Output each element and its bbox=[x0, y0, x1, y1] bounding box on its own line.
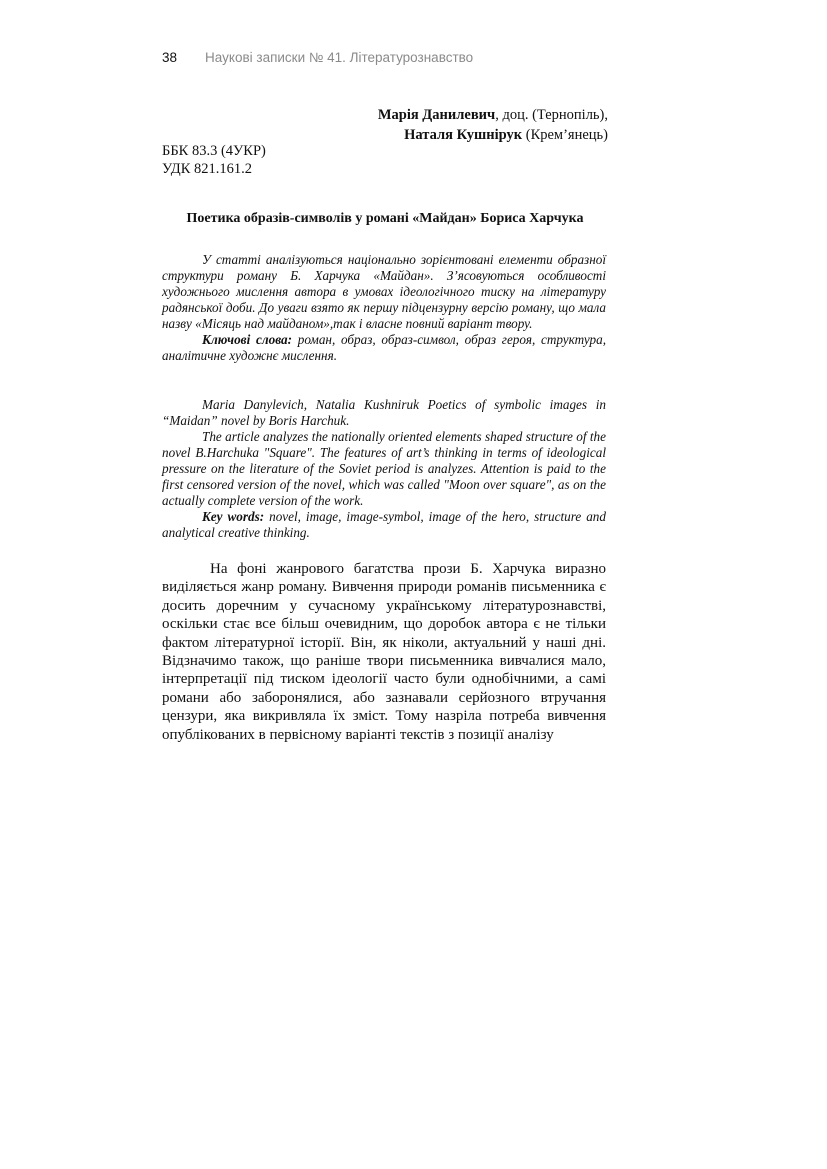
keywords-list: роман, образ, образ-символ, образ героя, структура, аналітичне художнє мислення. bbox=[162, 332, 606, 363]
abstract-ukrainian bbox=[162, 252, 606, 364]
page-number: 38 bbox=[162, 50, 178, 65]
keywords-line bbox=[162, 332, 606, 364]
author-name: Марія Данилевич bbox=[377, 107, 496, 123]
author-affiliation: , доц. (Тернопіль), bbox=[495, 107, 608, 123]
udk-code: УДК 821.161.2 bbox=[162, 161, 252, 177]
body-paragraph: На фоні жанрового багатства прози Б. Харчука виразно виділяється жанр роману. Вивчення природи романів письменника є досить доречним у сучасному українському літературознавстві, оскільки стає все більш очевидним, що доробок автора є не тільки фактом літературної історії. Він, як ніколи, актуальний у наші дні. Відзначимо також, що раніше твори письменника вивчалися мало, інтерпретації під тиском ідеології часто були однобічними, а самі романи або заборонялися, або зазнавали серйозного втручання цензури, яка викривляла їх зміст. Тому назріла потреба вивчення опублікованих в первісному варіанті текстів з позиції аналізу bbox=[162, 561, 606, 743]
article-title: Поетика образів-символів у романі «Майдан» Бориса Харчука bbox=[186, 211, 584, 226]
abstract-text: The article analyzes the nationally oriented elements shaped structure of the novel B.Harchuka "Square". The features of art’s thinking in terms of ideological pressure on the literature of the Soviet period is analyzes. Attention is paid to the first censored version of the novel, which was called "Moon over square", as on the actually complete version of the work. bbox=[162, 429, 606, 508]
main-text bbox=[162, 560, 606, 744]
author-name: Наталя Кушнірук bbox=[404, 127, 523, 143]
abstract-citation: Maria Danylevich, Natalia Kushniruk Poetics of symbolic images in “Maidan” novel by Boris Harchuk. bbox=[162, 397, 606, 428]
author-line bbox=[378, 105, 608, 125]
keywords-label: Ключові слова: bbox=[202, 332, 292, 347]
abstract-text: У статті аналізуються національно зорієнтовані елементи образної структури роману Б. Харчука «Майдан». З’ясовуються особливості художнього мислення автора в умовах ідеологічного тиску на літературу радянської доби. До уваги взято як першу підцензурну версію роману, що мала назву «Місяць над майданом»,так і власне повний варіант твору. bbox=[162, 252, 606, 331]
keywords-line bbox=[162, 509, 606, 541]
running-header bbox=[162, 50, 473, 65]
journal-title: Наукові записки № 41. Літературознавство bbox=[205, 50, 474, 65]
author-block bbox=[378, 105, 608, 145]
abstract-english bbox=[162, 397, 606, 541]
classification-codes bbox=[162, 142, 266, 178]
keywords-label: Key words: bbox=[202, 509, 265, 524]
keywords-list: novel, image, image-symbol, image of the hero, structure and analytical creative thinking. bbox=[162, 509, 606, 540]
bbk-code: ББК 83.3 (4УКР) bbox=[162, 143, 266, 159]
author-affiliation: (Крем’янець) bbox=[522, 127, 608, 143]
author-line bbox=[378, 125, 608, 145]
